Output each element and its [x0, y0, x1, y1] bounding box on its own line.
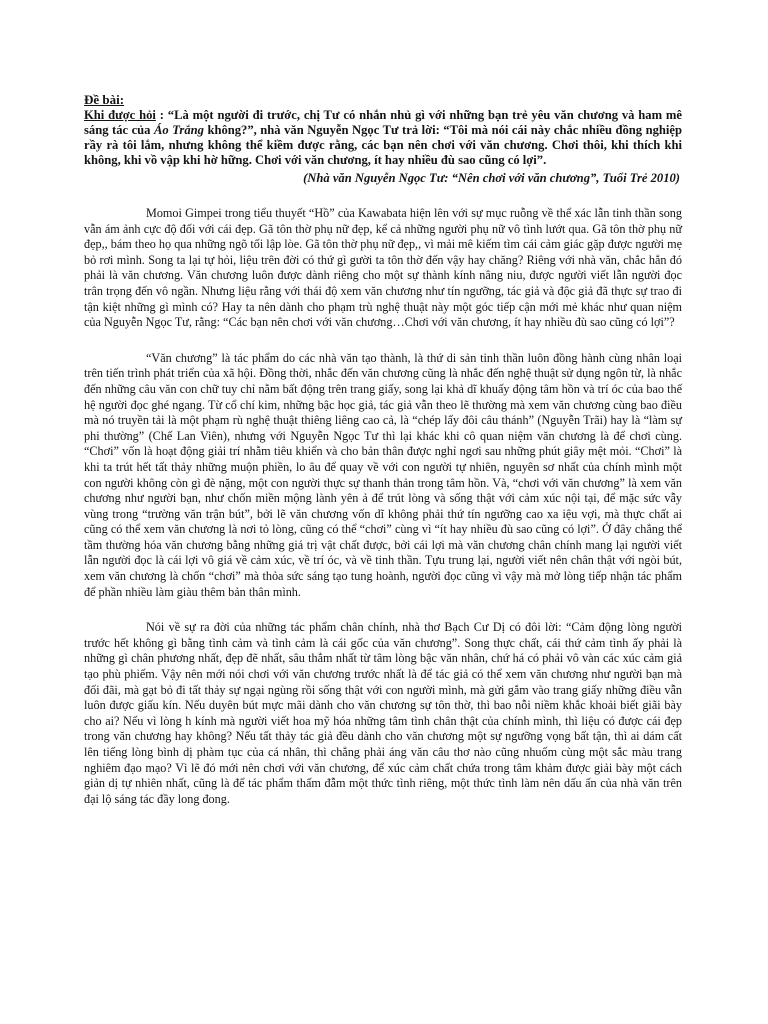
assignment-heading: Đề bài: — [84, 92, 125, 107]
essay-paragraph-2: “Văn chương” là tác phẩm do các nhà văn tạo thành, là thứ di sản tinh thần luôn đồng hành cùng nhân loại trên tiến trình phát triển của xã hội. Đồng thời, nhắc đến văn chương cũng là nhắc đến nghệ thuật sử dụng ngôn từ, là nhắc đến những câu văn con chữ tuy chỉ nằm bất động trên trang giấy, song lại khả dĩ khuấy động tâm hồn và trí óc của bao thế hệ người đọc ghé ngang. Từ cổ chí kim, những bậc học giả, tác giả vẫn theo lẽ thường mà xem văn chương cùng bao điều mà nó truyền tải là một phạm rù nghệ thuật thiêng liêng cao cả, là “chép lấy đôi câu thánh” (Nguyễn Trãi) hay là “làm sự phi thường” (Chế Lan Viên), nhưng với Nguyễn Ngọc Tư thì lại khác khi cô quan niệm văn chương là để chơi cùng. “Chơi” vốn là hoạt động giải trí nhằm tiêu khiển và cho bản thân được nghỉ ngơi sau những phút giây mệt mỏi. “Chơi” là khi ta trút hết tất thảy những muộn phiền, lo âu để quay về với con người tự nhiên, nguyên sơ nhất của chính mình một con người không còn gì đè nặng, một con người thực sự thanh thản trong tâm hồn. Và, “chơi với văn chương” là xem văn chương như người bạn, như chốn miền mộng lành yên ả để trút lòng và sống thật với cảm xúc nội tại, để mặc sức vẫy vùng trong “trường văn trận bút”, bởi lẽ văn chương vốn dĩ không phải thứ tín ngưỡng cao xa iệu vợi, mà thực chất ai cũng có thể xem văn chương là nơi tỏ lòng, cũng có thể “chơi” cùng vì “ít hay nhiều đù sao cũng có lợi”. Ở đây chẳng thể tầm thường hóa văn chương bằng những giá trị vật chất được, bởi cái lợi mà văn chương chân chính mang lại người viết lẫn người đọc là cái lợi vô giá về cảm xúc, về trí óc, và về tinh thần. Tựu trung lại, người viết nên chân thật với ngòi bút, xem văn chương là chốn “chơi” mà thỏa sức sáng tạo tung hoành, người đọc cũng vì vậy mà mở lòng tiếp nhận tác phẩm để phần nhiều làm giàu thêm bản thân mình. — [84, 350, 682, 599]
book-title: Áo Trắng — [154, 123, 204, 137]
assignment-prompt — [84, 108, 682, 168]
essay-paragraph-3: Nói về sự ra đời của những tác phẩm chân chính, nhà thơ Bạch Cư Dị có đôi lời: “Cảm động lòng người trước hết không gì bằng tình cảm và tình cảm là cái gốc của văn chương”. Song thực chất, cái thứ cảm tình ấy phải là những gì chân phương nhất, đẹp đẽ nhất, sâu thẳm nhất từ tâm lòng bậc văn nhân, chứ há có phải vô vàn các xúc cảm giả tạo phù phiếm. Vậy nên mới nói chơi với văn chương trước nhất là để tác giả có thể xem văn chương như người bạn mà đối đãi, mà gạt bỏ đi tất thảy sự ngại ngùng rồi sống thật với con người mình, mà gửi gắm vào trang giấy những điều vẫn luôn được giấu kín. Nếu duyên bút mực mãi dành cho văn chương sự tôn thờ, thì bao nỗi niềm khắc khoải biết giãi bày cho ai? Nếu vì lòng h kính mà người viết hoa mỹ hóa những tâm tình chân thật của chính mình, thì liệu có được cái đẹp trong văn chương hay không? Nếu tất thảy tác giả đều dành cho văn chương một sự ngưỡng vọng bất tận, thì ai dám cất lên tiếng lòng bình dị phàm tục của cá nhân, thì chẳng phải áng văn câu thơ nào cũng nhuốm cùng một sắc màu trang nghiêm đạo mạo? Vì lẽ đó mới nên chơi với văn chương, để xúc cảm chất chứa trong tâm khảm được giải bày một cách giản dị tự nhiên nhất, cũng là để tác phẩm thấm đẫm một thức tình riêng, một thức tình làm nên dấu ấn của nhà văn trên đại lộ sáng tác đầy long đong. — [84, 620, 682, 806]
essay-paragraph-1: Momoi Gimpei trong tiểu thuyết “Hồ” của Kawabata hiện lên với sự mục ruỗng về thể xác lẫn tinh thần song vẫn ám ảnh cực độ đối với cái đẹp. Gã tôn thờ phụ nữ đẹp, kể cả những người phụ nữ vô tình lướt qua. Gã tôn thờ phụ nữ đẹp,, bám theo họ qua những ngõ tối lập lòe. Gã tôn thờ phụ nữ đẹp,, vì mải mê kiếm tìm cái cảm giác gặp được người mẹ bỏ rơi mình. Song ta lại tự hỏi, liệu trên đời có thứ gì gười ta tôn thờ đến vậy hay chăng? Riêng với nhà văn, chắc hẳn đó phải là văn chương. Văn chương luôn được dành riêng cho một sự thành kính nâng niu, được người viết lẫn người đọc trân trọng đến vô ngần. Nhưng liệu rằng với thái độ xem văn chương như tín ngưỡng, tác giả và độc giả đã thực sự trao đi tận kiệt những gì mình có? Hay ta nên dành cho phạm trù nghệ thuật này một góc tiếp cận mới mẻ khác như quan niệm của Nguyễn Ngọc Tư, rằng: “Các bạn nên chơi với văn chương…Chơi với văn chương, ít hay nhiều đù sao cũng có lợi”? — [84, 206, 682, 330]
prompt-text-part2: không?”, nhà văn Nguyễn Ngọc Tư trả lời: “Tôi mà nói cái này chắc nhiều đồng nghiệp rầy rà tôi lắm, nhưng không thể kiềm được rằng, các bạn nên chơi với văn chương. Chơi thôi, khi thích khi không, khi vồ vập khi hờ hững. Chơi với văn chương, ít hay nhiều đù sao cũng có lợi”. — [84, 123, 682, 167]
prompt-text-part1: : “Là một người đi trước, chị Tư có nhắn nhủ gì với những bạn trẻ yêu văn chương và ham mê sáng tác của — [84, 108, 682, 137]
prompt-source: (Nhà văn Nguyễn Ngọc Tư: “Nên chơi với văn chương”, Tuổi Trẻ 2010) — [303, 171, 680, 185]
prompt-lead: Khi được hỏi — [84, 108, 156, 122]
